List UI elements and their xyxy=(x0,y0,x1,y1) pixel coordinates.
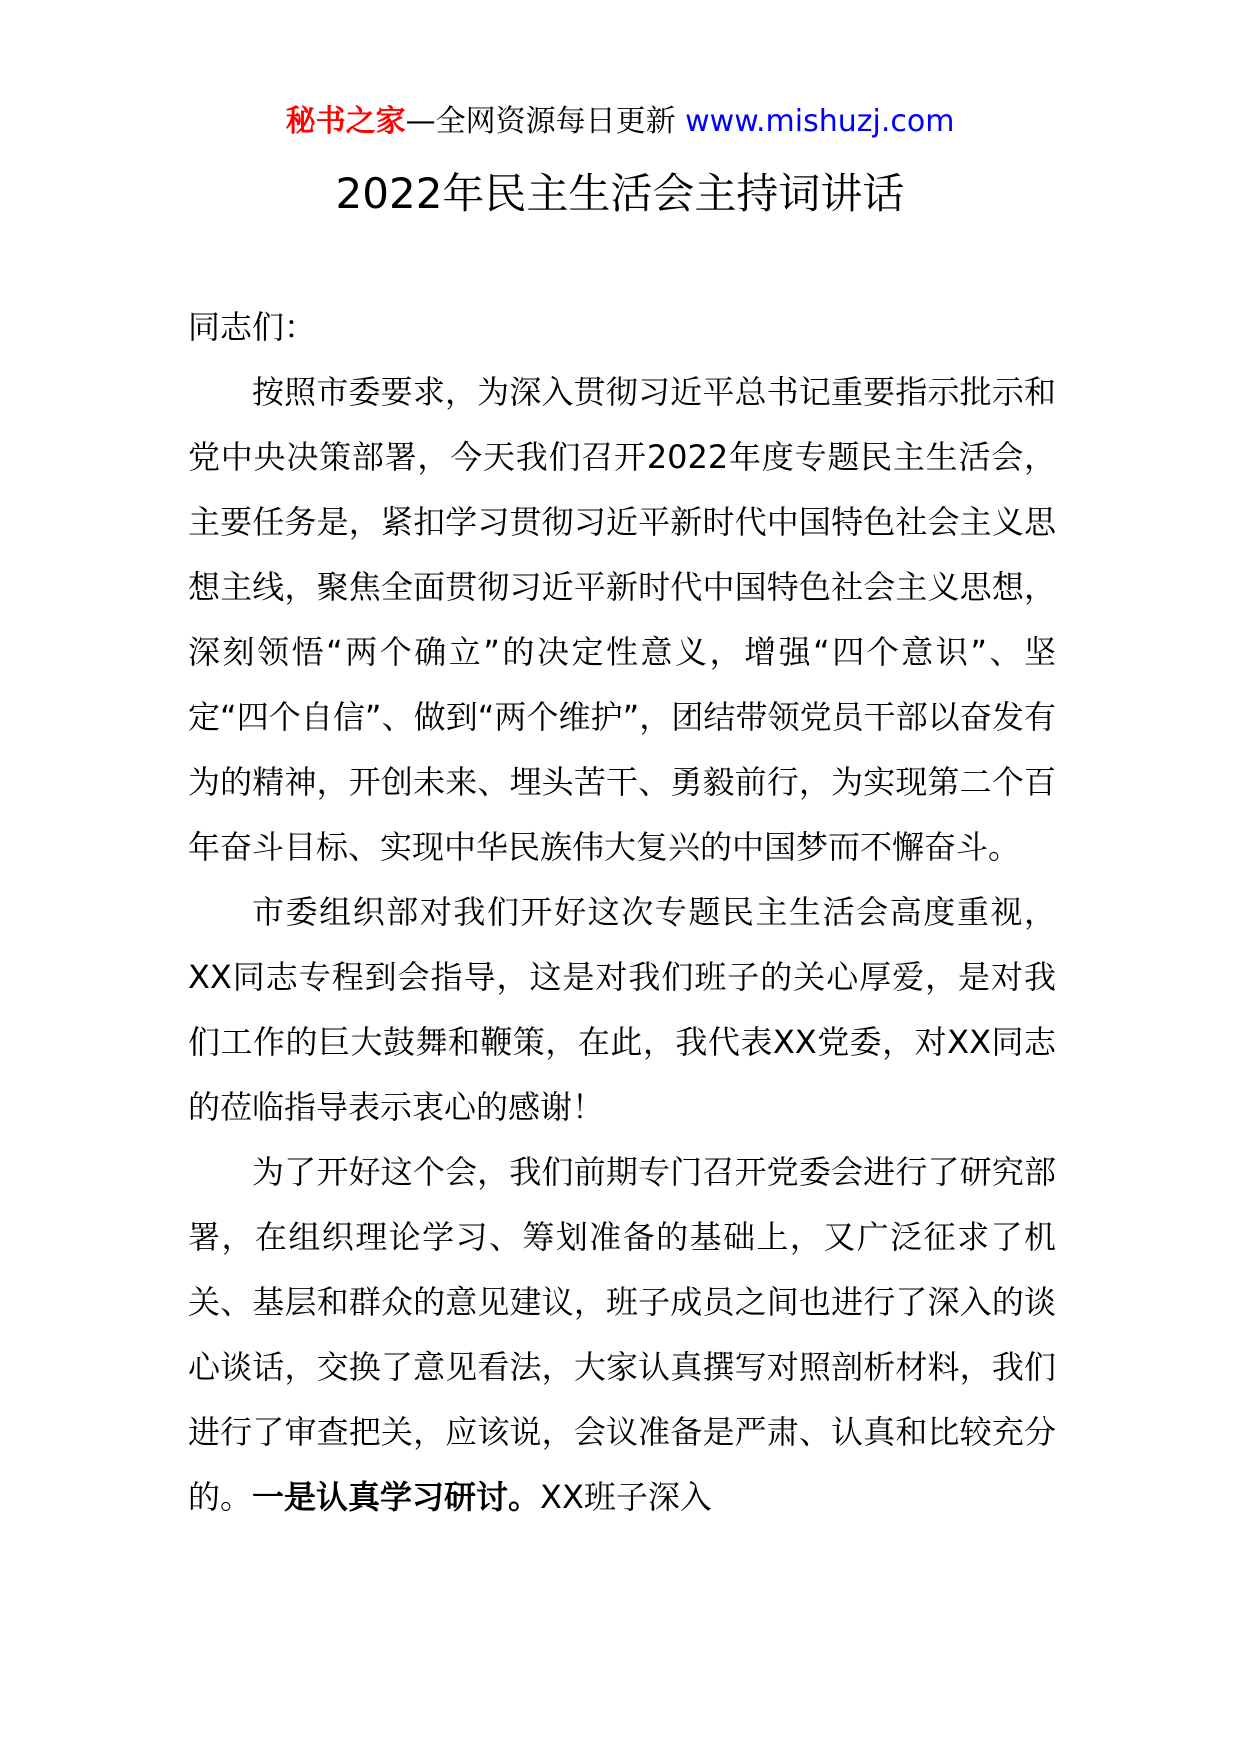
paragraph-3 xyxy=(188,1140,1056,1530)
document-title: 2022年民主生活会主持词讲话 xyxy=(335,169,905,218)
site-header xyxy=(0,102,1240,142)
paragraph-3-text: 为了开好这个会，我们前期专门召开党委会进行了研究部署，在组织理论学习、筹划准备的基础上，又广泛征求了机关、基层和群众的意见建议，班子成员之间也进行了深入的谈心谈话，交换了意见看法，大家认真撰写对照剖析材料，我们进行了审查把关，应该说，会议准备是严肃、认真和比较充分的。 xyxy=(188,1153,1056,1516)
salutation: 同志们： xyxy=(188,308,317,346)
site-url-link[interactable]: www.mishuzj.com xyxy=(685,104,955,139)
paragraph-2: 市委组织部对我们开好这次专题民主生活会高度重视，XX同志专程到会指导，这是对我们班子的关心厚爱，是对我们工作的巨大鼓舞和鞭策，在此，我代表XX党委，对XX同志的莅临指导表示衷心的感谢！ xyxy=(188,893,1056,1126)
site-tagline: —全网资源每日更新 xyxy=(405,104,686,139)
paragraph-1: 按照市委要求，为深入贯彻习近平总书记重要指示批示和党中央决策部署，今天我们召开2022年度专题民主生活会，主要任务是，紧扣学习贯彻习近平新时代中国特色社会主义思想主线，聚焦全面贯彻习近平新时代中国特色社会主义思想，深刻领悟“两个确立”的决定性意义，增强“四个意识”、坚定“四个自信”、做到“两个维护”，团结带领党员干部以奋发有为的精神，开创未来、埋头苦干、勇毅前行，为实现第二个百年奋斗目标、实现中华民族伟大复兴的中国梦而不懈奋斗。 xyxy=(188,373,1056,866)
brand-name: 秘书之家 xyxy=(285,104,406,139)
paragraph-3-continuation: XX班子深入 xyxy=(540,1478,712,1516)
document-body xyxy=(188,295,1056,1530)
bold-heading-phrase: 一是认真学习研讨。 xyxy=(252,1478,541,1516)
